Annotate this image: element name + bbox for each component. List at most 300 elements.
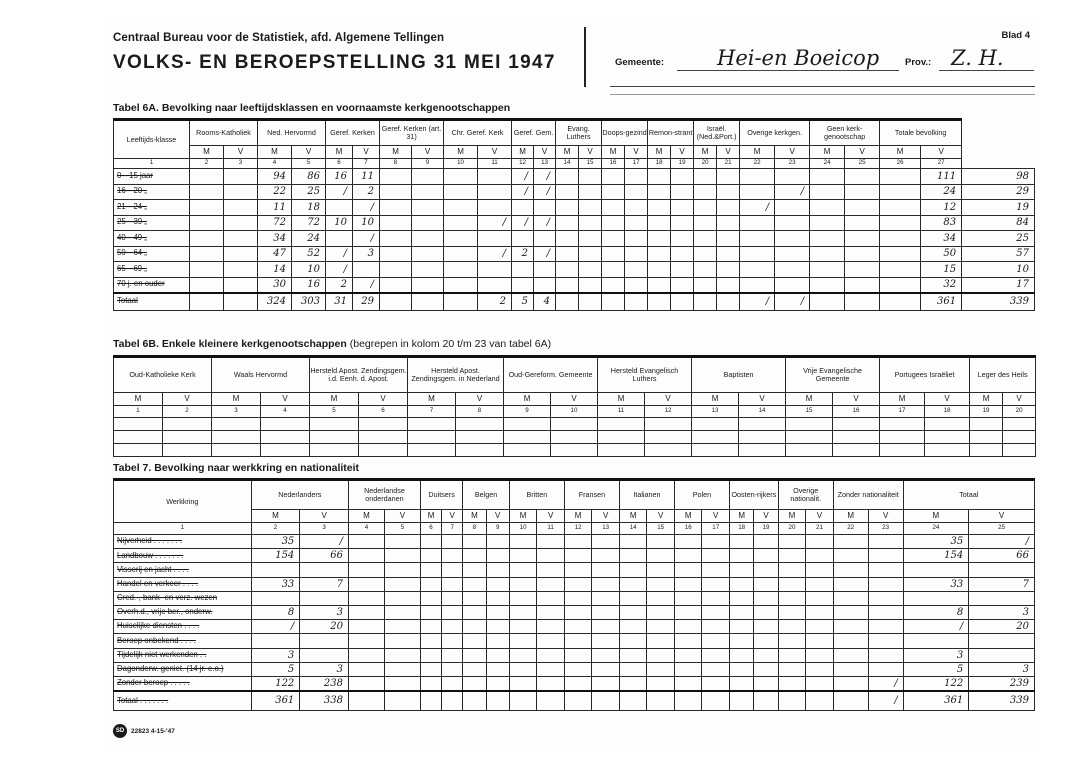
data-cell	[845, 231, 880, 247]
data-cell: 8	[903, 605, 969, 619]
data-cell	[647, 605, 675, 619]
data-cell	[925, 444, 970, 457]
column-number: 1	[114, 406, 163, 418]
total-cell	[806, 691, 834, 711]
data-cell	[740, 215, 775, 231]
data-cell	[592, 563, 620, 577]
data-cell: /	[478, 246, 512, 262]
data-cell	[190, 184, 224, 200]
data-cell	[478, 277, 512, 293]
data-cell	[694, 277, 717, 293]
data-cell	[740, 262, 775, 278]
data-cell	[504, 444, 551, 457]
data-cell	[463, 676, 486, 690]
data-cell	[740, 231, 775, 247]
data-cell	[579, 215, 602, 231]
data-cell	[729, 676, 753, 690]
data-cell	[537, 676, 565, 690]
male-column-header: M	[778, 510, 806, 523]
data-cell	[509, 676, 537, 690]
total-cell: 339	[962, 293, 1035, 311]
data-cell	[648, 246, 671, 262]
column-number: 27	[921, 159, 962, 169]
table-row	[114, 634, 1035, 648]
total-cell	[694, 293, 717, 311]
column-number: 14	[619, 523, 647, 535]
table-row	[114, 591, 1035, 605]
female-column-header: V	[442, 510, 463, 523]
column-number: 4	[258, 159, 292, 169]
column-number: 18	[648, 159, 671, 169]
column-number: 2	[190, 159, 224, 169]
data-cell: /	[534, 246, 556, 262]
data-cell	[880, 444, 925, 457]
data-cell	[380, 169, 412, 185]
data-cell	[754, 591, 778, 605]
data-cell: 11	[353, 169, 380, 185]
female-column-header: V	[717, 146, 740, 159]
total-row	[114, 691, 1035, 711]
data-cell	[444, 169, 478, 185]
total-cell	[648, 293, 671, 311]
data-cell	[224, 277, 258, 293]
data-cell	[442, 605, 463, 619]
data-cell: 19	[962, 200, 1035, 216]
data-cell	[486, 620, 509, 634]
data-cell	[674, 648, 702, 662]
data-cell: 239	[969, 676, 1035, 690]
column-group-header: Overige nationalit.	[778, 480, 833, 510]
data-cell: 25	[962, 231, 1035, 247]
data-cell	[380, 262, 412, 278]
data-cell	[702, 634, 730, 648]
data-cell	[444, 277, 478, 293]
data-cell: 66	[300, 549, 349, 563]
column-group-header: Chr. Geref. Kerk	[444, 120, 512, 146]
table-6b	[113, 355, 1036, 457]
data-cell	[674, 549, 702, 563]
data-cell: 24	[921, 184, 962, 200]
data-cell	[868, 634, 903, 648]
data-cell	[412, 231, 444, 247]
data-cell	[384, 634, 420, 648]
data-cell	[556, 215, 579, 231]
data-cell	[310, 418, 359, 431]
row-label: Huiselijke diensten . . . .	[114, 620, 252, 634]
column-number: 7	[442, 523, 463, 535]
data-cell: 18	[292, 200, 326, 216]
data-cell	[880, 418, 925, 431]
data-cell	[702, 676, 730, 690]
column-number: 1	[114, 523, 252, 535]
data-cell	[925, 418, 970, 431]
data-cell: 7	[969, 577, 1035, 591]
female-column-header: V	[969, 510, 1035, 523]
data-cell	[619, 535, 647, 549]
data-cell	[647, 549, 675, 563]
data-cell	[775, 246, 810, 262]
data-cell: 10	[326, 215, 353, 231]
data-cell	[512, 231, 534, 247]
data-cell	[564, 577, 592, 591]
column-group-header: Hersteld Evangelisch Luthers	[598, 357, 692, 393]
data-cell	[420, 563, 441, 577]
data-cell	[537, 549, 565, 563]
data-cell	[868, 563, 903, 577]
total-cell	[625, 293, 648, 311]
data-cell	[845, 169, 880, 185]
data-cell	[564, 648, 592, 662]
bureau-name: Centraal Bureau voor de Statistiek, afd. Algemene Tellingen	[113, 32, 445, 44]
data-cell	[694, 262, 717, 278]
table-row	[114, 620, 1035, 634]
female-column-header: V	[224, 146, 258, 159]
data-cell: 34	[921, 231, 962, 247]
data-cell	[648, 231, 671, 247]
data-cell: 7	[300, 577, 349, 591]
data-cell	[442, 620, 463, 634]
data-cell	[114, 418, 163, 431]
data-cell	[579, 184, 602, 200]
table-row	[114, 418, 1036, 431]
print-code: 22823 4-15-'47	[131, 727, 175, 735]
data-cell	[551, 418, 598, 431]
female-column-header: V	[647, 510, 675, 523]
data-cell	[420, 605, 441, 619]
data-cell	[556, 200, 579, 216]
data-cell	[348, 662, 384, 676]
data-cell	[310, 444, 359, 457]
data-cell	[868, 648, 903, 662]
data-cell	[592, 549, 620, 563]
data-cell	[880, 246, 921, 262]
data-cell: 122	[903, 676, 969, 690]
data-cell: 15	[921, 262, 962, 278]
total-cell	[810, 293, 845, 311]
male-column-header: M	[509, 510, 537, 523]
table6b-title-bold: Tabel 6B. Enkele kleinere kerkgenootschappen	[113, 338, 347, 350]
data-cell	[556, 277, 579, 293]
data-cell	[598, 444, 645, 457]
data-cell	[694, 215, 717, 231]
data-cell	[442, 662, 463, 676]
male-column-header: M	[512, 146, 534, 159]
data-cell	[754, 535, 778, 549]
table-row	[114, 605, 1035, 619]
data-cell	[224, 262, 258, 278]
data-cell	[486, 563, 509, 577]
total-cell: /	[868, 691, 903, 711]
data-cell	[384, 662, 420, 676]
data-cell: 10	[292, 262, 326, 278]
total-cell	[880, 293, 921, 311]
data-cell	[114, 444, 163, 457]
column-number: 17	[880, 406, 925, 418]
table-row	[114, 676, 1035, 690]
column-group-header: Duitsers	[420, 480, 462, 510]
data-cell	[833, 535, 868, 549]
female-column-header: V	[845, 146, 880, 159]
column-number: 24	[903, 523, 969, 535]
data-cell	[224, 184, 258, 200]
data-cell	[740, 246, 775, 262]
male-column-header: M	[408, 393, 456, 406]
data-cell	[729, 563, 753, 577]
total-cell	[564, 691, 592, 711]
column-number: 2	[251, 523, 300, 535]
data-cell	[579, 262, 602, 278]
data-cell	[754, 549, 778, 563]
column-number: 14	[556, 159, 579, 169]
data-cell	[729, 549, 753, 563]
column-number: 17	[625, 159, 648, 169]
data-cell	[754, 577, 778, 591]
table-row	[114, 169, 1035, 185]
province-value: Z. H.	[951, 46, 1004, 70]
data-cell	[702, 535, 730, 549]
data-cell	[420, 676, 441, 690]
data-cell	[478, 184, 512, 200]
data-cell	[537, 662, 565, 676]
data-cell: /	[326, 246, 353, 262]
total-cell	[619, 691, 647, 711]
data-cell	[833, 676, 868, 690]
male-column-header: M	[810, 146, 845, 159]
data-cell: 24	[292, 231, 326, 247]
male-column-header: M	[212, 393, 261, 406]
row-label: 50—64 „	[114, 246, 190, 262]
column-group-header: Nederlanders	[251, 480, 348, 510]
female-column-header: V	[833, 393, 880, 406]
data-cell	[674, 634, 702, 648]
data-cell	[420, 620, 441, 634]
column-number: 20	[778, 523, 806, 535]
data-cell	[717, 231, 740, 247]
table-row	[114, 662, 1035, 676]
row-label: Cred.-, bank- en verz. wezen	[114, 591, 252, 605]
column-group-header: Evang. Luthers	[556, 120, 602, 146]
data-cell	[261, 418, 310, 431]
column-number: 6	[359, 406, 408, 418]
data-cell	[564, 676, 592, 690]
total-cell	[702, 691, 730, 711]
data-cell	[810, 184, 845, 200]
data-cell	[359, 431, 408, 444]
data-cell: /	[775, 184, 810, 200]
data-cell	[970, 444, 1003, 457]
data-cell	[564, 591, 592, 605]
data-cell: 111	[921, 169, 962, 185]
total-cell	[486, 691, 509, 711]
column-number: 15	[579, 159, 602, 169]
column-group-header: Rooms-Katholiek	[190, 120, 258, 146]
total-row	[114, 293, 1035, 311]
data-cell	[692, 418, 739, 431]
data-cell	[534, 200, 556, 216]
data-cell	[970, 431, 1003, 444]
total-cell	[384, 691, 420, 711]
data-cell	[592, 591, 620, 605]
data-cell	[463, 620, 486, 634]
data-cell	[775, 200, 810, 216]
data-cell: 30	[258, 277, 292, 293]
data-cell	[845, 246, 880, 262]
data-cell	[190, 215, 224, 231]
data-cell	[190, 246, 224, 262]
data-cell	[833, 662, 868, 676]
data-cell	[754, 676, 778, 690]
data-cell	[671, 246, 694, 262]
data-cell	[806, 662, 834, 676]
data-cell	[671, 184, 694, 200]
data-cell: 20	[300, 620, 349, 634]
column-number: 1	[114, 159, 190, 169]
data-cell	[806, 577, 834, 591]
total-cell	[674, 691, 702, 711]
column-group-header: Vrije Evangelische Gemeente	[786, 357, 880, 393]
data-cell	[833, 444, 880, 457]
female-column-header: V	[412, 146, 444, 159]
data-cell	[1003, 444, 1036, 457]
data-cell	[625, 200, 648, 216]
column-group-header: Hersteld Apost. Zendingsgem. in Nederland	[408, 357, 504, 393]
data-cell	[903, 591, 969, 605]
data-cell: 20	[969, 620, 1035, 634]
data-cell	[463, 605, 486, 619]
data-cell	[420, 662, 441, 676]
male-column-header: M	[310, 393, 359, 406]
gemeente-label: Gemeente:	[615, 57, 665, 68]
column-number: 15	[647, 523, 675, 535]
column-number: 6	[420, 523, 441, 535]
data-cell: 98	[962, 169, 1035, 185]
data-cell	[969, 634, 1035, 648]
data-cell	[251, 563, 300, 577]
data-cell	[648, 169, 671, 185]
female-column-header: V	[921, 146, 962, 159]
data-cell	[486, 605, 509, 619]
column-group-header: Zonder nationaliteit	[833, 480, 903, 510]
data-cell	[806, 648, 834, 662]
data-cell	[903, 563, 969, 577]
data-cell	[880, 215, 921, 231]
data-cell	[778, 549, 806, 563]
male-column-header: M	[251, 510, 300, 523]
data-cell	[671, 200, 694, 216]
table-row	[114, 262, 1035, 278]
data-cell	[868, 535, 903, 549]
data-cell	[592, 605, 620, 619]
data-cell	[456, 431, 504, 444]
column-group-header: Hersteld Apost. Zendingsgem. i.d. Eenh. d. Apost.	[310, 357, 408, 393]
column-number: 11	[478, 159, 512, 169]
column-number: 4	[261, 406, 310, 418]
row-label: Handel en verkeer . . . .	[114, 577, 252, 591]
data-cell: 154	[251, 549, 300, 563]
row-label: Tijdelijk niet werkenden . .	[114, 648, 252, 662]
column-group-header: Oud-Gereform. Gemeente	[504, 357, 598, 393]
data-cell	[534, 277, 556, 293]
data-cell	[444, 184, 478, 200]
data-cell	[729, 662, 753, 676]
data-cell	[625, 184, 648, 200]
data-cell	[509, 662, 537, 676]
data-cell	[903, 634, 969, 648]
census-title: VOLKS- EN BEROEPSTELLING 31 MEI 1947	[113, 52, 556, 73]
data-cell: 238	[300, 676, 349, 690]
data-cell: /	[512, 169, 534, 185]
data-cell: /	[326, 184, 353, 200]
data-cell: 94	[258, 169, 292, 185]
data-cell	[592, 620, 620, 634]
column-number: 19	[754, 523, 778, 535]
data-cell	[740, 169, 775, 185]
data-cell	[380, 200, 412, 216]
data-cell	[648, 215, 671, 231]
column-group-header: Totaal	[903, 480, 1034, 510]
data-cell	[551, 431, 598, 444]
female-column-header: V	[261, 393, 310, 406]
data-cell	[648, 262, 671, 278]
data-cell	[456, 418, 504, 431]
column-number: 9	[412, 159, 444, 169]
header-left	[113, 32, 593, 74]
data-cell	[224, 215, 258, 231]
data-cell	[806, 605, 834, 619]
data-cell	[509, 563, 537, 577]
data-cell	[478, 169, 512, 185]
data-cell: /	[740, 200, 775, 216]
column-number: 16	[602, 159, 625, 169]
data-cell	[868, 591, 903, 605]
data-cell	[674, 535, 702, 549]
data-cell	[384, 648, 420, 662]
column-group-header: Leger des Heils	[970, 357, 1036, 393]
data-cell	[674, 563, 702, 577]
table-row	[114, 648, 1035, 662]
row-label: Landbouw . . . . . . .	[114, 549, 252, 563]
data-cell	[190, 169, 224, 185]
data-cell	[625, 231, 648, 247]
data-cell	[880, 169, 921, 185]
total-cell: /	[740, 293, 775, 311]
data-cell: 10	[962, 262, 1035, 278]
data-cell: 33	[903, 577, 969, 591]
data-cell	[729, 591, 753, 605]
data-cell	[444, 200, 478, 216]
data-cell	[509, 634, 537, 648]
data-cell	[300, 591, 349, 605]
data-cell	[778, 676, 806, 690]
data-cell	[163, 418, 212, 431]
data-cell	[647, 662, 675, 676]
data-cell	[326, 231, 353, 247]
data-cell	[694, 231, 717, 247]
table-row	[114, 535, 1035, 549]
data-cell	[868, 549, 903, 563]
data-cell	[564, 662, 592, 676]
data-cell	[806, 591, 834, 605]
total-cell	[579, 293, 602, 311]
data-cell: 35	[251, 535, 300, 549]
data-cell: /	[512, 215, 534, 231]
column-number: 19	[671, 159, 694, 169]
total-cell: 339	[969, 691, 1035, 711]
data-cell	[692, 444, 739, 457]
data-cell	[602, 200, 625, 216]
data-cell	[625, 277, 648, 293]
data-cell	[625, 246, 648, 262]
